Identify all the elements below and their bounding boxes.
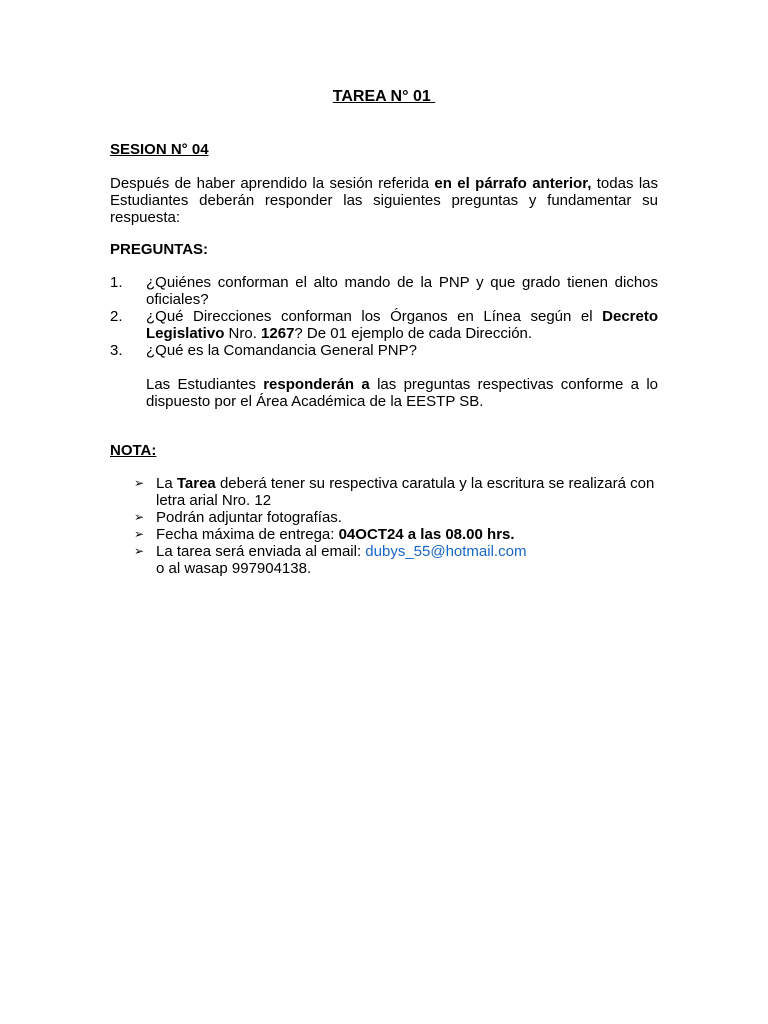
- question-text: [146, 308, 658, 342]
- answer-text-1: Las Estudiantes: [146, 376, 264, 393]
- arrowhead-bullet-icon: ➢: [134, 544, 145, 558]
- intro-text-2: todas las Estudiantes deberán responder las siguientes preguntas y fundamentar su respuesta:: [110, 175, 659, 226]
- question-text-part: ¿Qué Direcciones conforman los Órganos en Línea según el: [146, 308, 603, 325]
- note-item: [110, 543, 658, 577]
- session-heading: SESION N° 04: [110, 141, 209, 158]
- question-item: [110, 342, 658, 359]
- arrowhead-bullet-icon: ➢: [134, 510, 145, 524]
- question-number: 3.: [110, 342, 123, 359]
- note-text: Podrán adjuntar fotografías.: [156, 509, 342, 526]
- question-item: [110, 308, 658, 342]
- question-number: 2.: [110, 308, 123, 325]
- intro-text-1: Después de haber aprendido la sesión referida: [110, 175, 435, 192]
- decree-bold: Decreto Legislativo: [146, 308, 658, 342]
- question-text-part: ? De 01 ejemplo de cada Dirección.: [294, 325, 533, 342]
- answer-text-2: las preguntas respectivas conforme a lo dispuesto por el Área Académica de la EESTP SB.: [146, 376, 658, 410]
- note-text: deberá tener su respectiva caratula y la escritura se realizará con letra arial Nro. 12: [156, 475, 655, 509]
- answer-instructions: [146, 376, 658, 410]
- note-bold-text: Tarea: [176, 475, 216, 492]
- note-item: [110, 509, 658, 526]
- question-number: 1.: [110, 274, 123, 291]
- note-text: Fecha máxima de entrega:: [156, 526, 339, 543]
- nota-heading: NOTA:: [110, 442, 157, 459]
- deadline-bold-text: 04OCT24 a las 08.00 hrs.: [338, 526, 515, 543]
- email-link[interactable]: dubys_55@hotmail.com: [365, 543, 527, 560]
- document-title: TAREA N° 01: [332, 88, 436, 105]
- note-item: [110, 526, 658, 543]
- question-text: ¿Qué es la Comandancia General PNP?: [146, 342, 417, 359]
- question-text: ¿Quiénes conforman el alto mando de la PNP y que grado tienen dichos oficiales?: [146, 274, 658, 308]
- document-page: [110, 0, 658, 1024]
- questions-list: [110, 274, 658, 359]
- decree-number-bold: 1267: [261, 325, 295, 342]
- question-text-part: Nro.: [224, 325, 262, 342]
- arrowhead-bullet-icon: ➢: [134, 476, 145, 490]
- whatsapp-text: o al wasap 997904138.: [156, 560, 312, 577]
- arrowhead-bullet-icon: ➢: [134, 527, 145, 541]
- question-item: [110, 274, 658, 308]
- note-text: La tarea será enviada al email:: [156, 543, 366, 560]
- intro-bold-text: en el párrafo anterior,: [434, 175, 592, 192]
- intro-paragraph: [110, 175, 658, 226]
- questions-heading: PREGUNTAS:: [110, 241, 209, 258]
- notes-list: [110, 475, 658, 577]
- note-item: [110, 475, 658, 509]
- answer-bold-text: responderán a: [263, 376, 370, 393]
- note-text: La: [156, 475, 177, 492]
